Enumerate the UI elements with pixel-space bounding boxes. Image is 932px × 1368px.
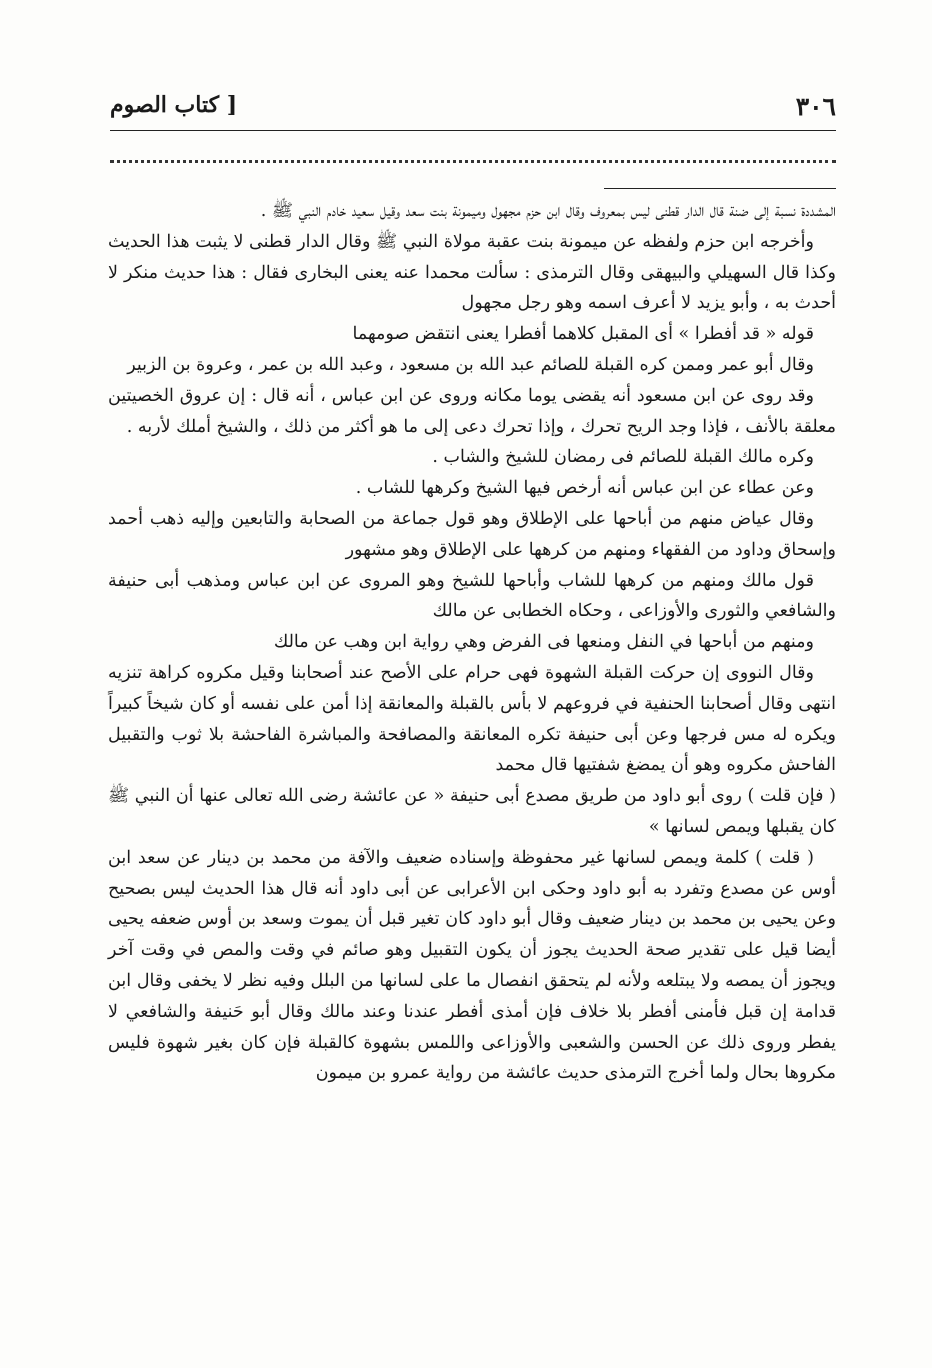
- paragraph: قول مالك ومنهم من كرهها للشاب وأباحها للشيخ وهو المروى عن ابن عباس ومذهب أبى حنيفة والشافعي والثورى والأوزاعى ، وحكاه الخطابى عن مالك: [108, 570, 836, 622]
- paragraph: وقال النووى إن حركت القبلة الشهوة فهى حرام على الأصح عند أصحابنا وقيل مكروه كراهة تنزيه انتهى وقال أصحابنا الحنفية في فروعهم لا بأس بالقبلة والمعانقة إذا أمن على نفسه أو كان شيخاً كبيراً ويكره له مس فرجها وعن أبى حنيفة تكره المعانقة والمصافحة والمباشرة الفاحشة بلا ثوب والتقبيل الفاحش مكروه وهو أن يمضغ شفتيها قال محمد: [108, 662, 836, 776]
- paragraph: وقال أبو عمر وممن كره القبلة للصائم عبد الله بن مسعود ، وعبد الله بن عمر ، وعروة بن الزبير: [127, 354, 814, 375]
- paragraph: وأخرجه ابن حزم ولفظه عن ميمونة بنت عقبة مولاة النبي ﷺ وقال الدار قطنى لا يثبت هذا الحديث وكذا قال السهيلي والبيهقى وقال الترمذى : سألت محمدا عنه يعنى البخارى فقال : هذا حديث منكر لا أحدث به ، وأبو يزيد لا أعرف اسمه وهو رجل مجهول: [108, 231, 836, 314]
- paragraph: وقال عياض منهم من أباحها على الإطلاق وهو قول جماعة من الصحابة والتابعين وإليه ذهب أحمد وإسحاق وداود من الفقهاء ومنهم من كرهها على الإطلاق وهو مشهور: [108, 508, 836, 560]
- paragraph: وقد روى عن ابن مسعود أنه يقضى يوما مكانه وروى عن ابن عباس ، أنه قال : إن عروق الخصيتين معلقة بالأنف ، فإذا وجد الريح تحرك ، وإذا تحرك دعى إلى ما هو أكثر من ذلك ، والشيخ أملك لأربه .: [108, 385, 836, 437]
- dotted-separator: [110, 160, 836, 163]
- paragraph: ( فإن قلت ) روى أبو داود من طريق مصدع أبى حنيفة « عن عائشة رضى الله تعالى عنها أن النبي ﷺ كان يقبلها ويمص لسانها »: [108, 786, 836, 837]
- paragraph: قوله « قد أفطرا » أى المقبل كلاهما أفطرا يعنى انتقض صومهما: [352, 324, 814, 345]
- paragraph: ( قلت ) كلمة ويمص لسانها غير محفوظة وإسناده ضعيف والآفة من محمد بن دينار عن سعد ابن أوس عن مصدع وتفرد به أبو داود وحكى ابن الأعرابى عن أبى داود أنه قال هذا الحديث ليس بصحيح وعن يحيى بن محمد بن دينار ضعيف وقال أبو داود كان تغير قبل أن يموت وسعد بن أوس ضعفه يحيى أيضا قيل على تقدير صحة الحديث يجوز أن يكون التقبيل وهو صائم في وقت والمص في وقت آخر ويجوز أن يمصه ولا يبتلعه ولأنه لم يتحقق انفصال ما على لسانها من البلل وفيه نظر لا يخفى وقال ابن قدامة إن قبل فأمنى أفطر بلا خلاف فإن أمذى أفطر عندنا وعند مالك وقال أبو حَنيفة والشافعي لا يفطر وروى ذلك عن الحسن والشعبى والأوزاعى واللمس بشهوة كالقبلة فإن كان بغير شهوة فليس مكروها بحال ولما أخرج الترمذى حديث عائشة من رواية عمرو بن ميمون: [108, 847, 836, 1084]
- page-number: ٣٠٦: [795, 92, 836, 121]
- paragraph: ومنهم من أباحها في النفل ومنعها فى الفرض وهي رواية ابن وهب عن مالك: [273, 632, 814, 653]
- footnote-text: [108, 196, 836, 1089]
- paragraph: المشددة نسبة إلى ضنة قال الدار قطنى ليس بمعروف وقال ابن حزم مجهول وميمونة بنت سعد وقيل سعيد خادم النبي ﷺ .: [260, 201, 836, 221]
- book-title: [ كتاب الصوم: [110, 92, 238, 118]
- footnote-rule: [604, 188, 836, 189]
- page-header: [110, 88, 836, 128]
- paragraph: وكره مالك القبلة للصائم فى رمضان للشيخ والشاب .: [432, 447, 814, 468]
- paragraph: وعن عطاء عن ابن عباس أنه أرخص فيها الشيخ وكرهها للشاب .: [355, 478, 814, 499]
- header-rule: [110, 130, 836, 131]
